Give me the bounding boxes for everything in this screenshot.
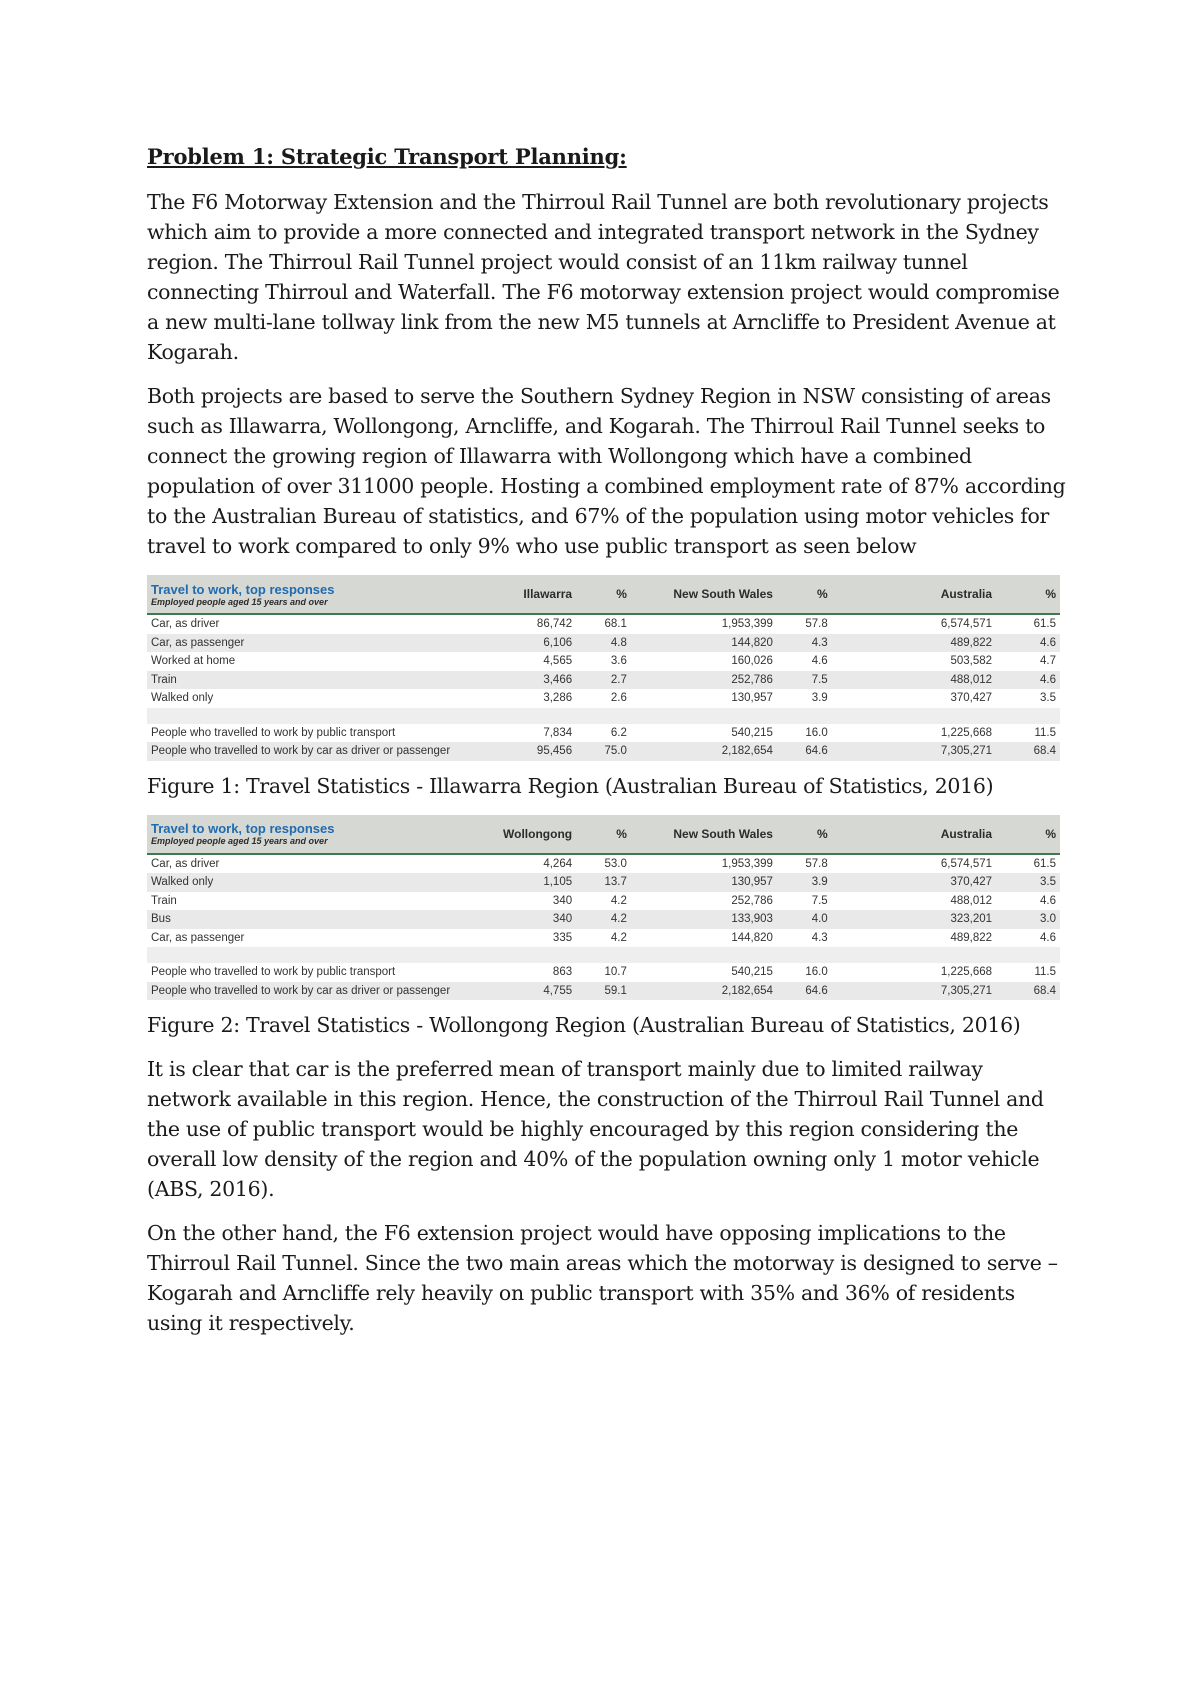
table-cell: 64.6: [777, 742, 832, 761]
table-cell: 4.3: [777, 634, 832, 653]
column-header: %: [616, 587, 627, 601]
table-cell: 370,427: [950, 692, 993, 705]
row-label: Walked only: [151, 692, 214, 705]
table-cell: 4,264: [543, 857, 573, 870]
column-header: %: [817, 826, 828, 841]
table-cell: 3.5: [1040, 692, 1056, 705]
row-label: Worked at home: [151, 655, 236, 668]
table-cell: 57.8: [805, 618, 828, 631]
column-header: %: [817, 587, 828, 601]
table-cell: 16.0: [805, 966, 828, 979]
table-cell: 59.1: [576, 982, 631, 1001]
table-header-row: [147, 575, 1060, 614]
page-title: Problem 1: Strategic Transport Planning:: [147, 144, 627, 169]
table-cell: 1,225,668: [940, 726, 993, 739]
table-cell: 144,820: [631, 634, 777, 653]
table-header-row: [147, 815, 1060, 854]
table-cell: 6.2: [610, 726, 627, 739]
intro-paragraph: The F6 Motorway Extension and the Thirroul Rail Tunnel are both revolutionary projects which aim to provide a more connected and integrated transport network in the Sydney region. The Thirroul Rail Tunnel project would consist of an 11km railway tunnel connecting Thirroul and Waterfall. The F6 motorway extension project would compromise a new multi-lane tollway link from the new M5 tunnels at Arncliffe to President Avenue at Kogarah.: [147, 190, 1060, 364]
table-cell: 3,286: [543, 692, 573, 705]
table-cell: 4.0: [777, 910, 832, 929]
table-cell: 540,215: [731, 966, 773, 979]
table-cell: 3.6: [610, 655, 627, 668]
table-cell: 4.8: [576, 634, 631, 653]
table-cell: 370,427: [832, 873, 996, 892]
region-paragraph: Both projects are based to serve the Southern Sydney Region in NSW consisting of areas such as Illawarra, Wollongong, Arncliffe, and Kogarah. The Thirroul Rail Tunnel seeks to connect the growing region of Illawarra with Wollongong which have a combined population of over 311000 people. Hosting a combined employment rate of 87% according to the Australian Bureau of statistics, and 67% of the population using motor vehicles for travel to work compared to only 9% who use public transport as seen below: [147, 384, 1066, 558]
figure-1-caption: Figure 1: Travel Statistics - Illawarra Region (Australian Bureau of Statistics, 2016): [147, 773, 994, 798]
column-header: %: [1045, 826, 1056, 841]
table-cell: 68.4: [996, 742, 1060, 761]
table-cell: 4.3: [811, 931, 828, 944]
table-row: [147, 910, 1060, 929]
table-summary-row: [147, 742, 1060, 761]
table-cell: 144,820: [731, 931, 773, 944]
table-row: [147, 614, 1060, 634]
column-header: %: [616, 826, 627, 841]
table-cell: 1,105: [494, 873, 576, 892]
table-cell: 160,026: [731, 655, 773, 668]
column-header: Australia: [940, 826, 993, 841]
table-cell: 75.0: [576, 742, 631, 761]
column-header: Illawarra: [523, 587, 573, 601]
table-summary-row: [147, 724, 1060, 743]
table-row: [147, 689, 1060, 708]
f6-implications-paragraph: On the other hand, the F6 extension project would have opposing implications to the Thirroul Rail Tunnel. Since the two main areas which the motorway is designed to serve – Kogarah and Arncliffe rely heavily on public transport with 35% and 36% of residents using it respectively.: [147, 1221, 1058, 1335]
table-cell: 3.0: [996, 910, 1060, 929]
table-cell: 4.2: [576, 910, 631, 929]
column-header: %: [1045, 587, 1056, 601]
table-cell: 489,822: [950, 931, 993, 944]
table-cell: 86,742: [536, 618, 573, 631]
table-cell: 2,182,654: [631, 982, 777, 1001]
table-cell: 61.5: [1033, 857, 1056, 870]
table-title: Travel to work, top responses: [151, 581, 335, 597]
row-label: Car, as passenger: [151, 931, 245, 944]
table-cell: 6,574,571: [940, 857, 993, 870]
table-cell: 4,755: [494, 982, 576, 1001]
row-label: People who travelled to work by car as driver or passenger: [147, 982, 494, 1001]
row-label: Train: [147, 671, 494, 690]
table-cell: 4.6: [1040, 894, 1056, 907]
table-cell: 4.2: [610, 931, 627, 944]
table-subtitle: Employed people aged 15 years and over: [151, 596, 328, 607]
figure-2-caption: Figure 2: Travel Statistics - Wollongong Region (Australian Bureau of Statistics, 2016): [147, 1013, 1021, 1037]
table-cell: 4.6: [811, 655, 828, 668]
row-label: Bus: [147, 910, 494, 929]
table-row: [147, 652, 1060, 671]
table-cell: 323,201: [832, 910, 996, 929]
table-title: Travel to work, top responses: [151, 821, 335, 836]
wollongong-table-figure: [147, 815, 1067, 1001]
table-cell: 7.5: [811, 894, 828, 907]
table-cell: 4,565: [543, 655, 573, 668]
table-cell: 503,582: [950, 655, 993, 668]
table-cell: 4.6: [1040, 931, 1056, 944]
table-cell: 3,466: [494, 671, 576, 690]
row-label: Walked only: [147, 873, 494, 892]
analysis-paragraph: It is clear that car is the preferred mean of transport mainly due to limited railway network available in this region. Hence, the construction of the Thirroul Rail Tunnel and the use of public transport would be highly encouraged by this region considering the overall low density of the region and 40% of the population owning only 1 motor vehicle (ABS, 2016).: [147, 1057, 1044, 1201]
column-header: Australia: [940, 587, 993, 601]
table-cell: 4.6: [996, 671, 1060, 690]
table-cell: 335: [552, 931, 573, 944]
row-label: Train: [151, 894, 177, 907]
table-cell: 2.6: [610, 692, 627, 705]
table-cell: 488,012: [950, 894, 993, 907]
table-cell: 64.6: [777, 982, 832, 1001]
table-cell: 3.9: [811, 692, 828, 705]
column-header: New South Wales: [673, 826, 773, 841]
table-title-cell: [147, 815, 494, 854]
table-cell: 2,182,654: [631, 742, 777, 761]
table-spacer-row: [147, 947, 1060, 963]
table-cell: 68.4: [996, 982, 1060, 1001]
table-cell: 16.0: [805, 726, 828, 739]
table-cell: 863: [552, 966, 573, 979]
table-cell: 68.1: [604, 618, 627, 631]
illawarra-table-figure: [147, 575, 1067, 761]
table-cell: 1,225,668: [940, 966, 993, 979]
table-cell: 7,834: [543, 726, 573, 739]
table-cell: 4.6: [996, 634, 1060, 653]
table-cell: 3.9: [777, 873, 832, 892]
row-label: Car, as driver: [151, 618, 220, 631]
table-cell: 252,786: [631, 671, 777, 690]
table-cell: 61.5: [1033, 618, 1056, 631]
table-cell: 6,574,571: [940, 618, 993, 631]
table-row: [147, 634, 1060, 653]
table-cell: 130,957: [631, 873, 777, 892]
table-cell: 252,786: [731, 894, 773, 907]
table-cell: 11.5: [1034, 966, 1056, 979]
row-label: People who travelled to work by public transport: [151, 966, 396, 979]
table-cell: 10.7: [604, 966, 627, 979]
document-page: [147, 144, 1067, 1352]
table-cell: 7.5: [777, 671, 832, 690]
table-cell: 133,903: [631, 910, 777, 929]
table-cell: 340: [494, 910, 576, 929]
table-summary-row: [147, 982, 1060, 1001]
row-label: Car, as passenger: [147, 634, 494, 653]
table-cell: 7,305,271: [832, 982, 996, 1001]
table-cell: 13.7: [576, 873, 631, 892]
table-spacer-row: [147, 708, 1060, 724]
table-cell: 1,953,399: [721, 618, 773, 631]
table-cell: 57.8: [805, 857, 828, 870]
table-cell: 4.2: [610, 894, 627, 907]
table-cell: 540,215: [731, 726, 773, 739]
table-summary-row: [147, 963, 1060, 982]
table-row: [147, 873, 1060, 892]
row-label: People who travelled to work by car as driver or passenger: [147, 742, 494, 761]
table-cell: 11.5: [1034, 726, 1056, 739]
wollongong-travel-table: [147, 815, 1060, 1001]
table-cell: 1,953,399: [721, 857, 773, 870]
table-cell: 4.7: [1040, 655, 1056, 668]
table-row: [147, 929, 1060, 948]
table-row: [147, 892, 1060, 911]
table-cell: 488,012: [832, 671, 996, 690]
table-cell: 130,957: [731, 692, 773, 705]
row-label: People who travelled to work by public transport: [151, 726, 396, 739]
table-cell: 2.7: [576, 671, 631, 690]
table-cell: 6,106: [494, 634, 576, 653]
table-cell: 95,456: [494, 742, 576, 761]
table-subtitle: Employed people aged 15 years and over: [151, 836, 328, 846]
table-cell: 53.0: [604, 857, 627, 870]
table-title-cell: [147, 575, 494, 614]
table-row: [147, 854, 1060, 874]
table-cell: 3.5: [996, 873, 1060, 892]
table-row: [147, 671, 1060, 690]
table-cell: 7,305,271: [832, 742, 996, 761]
row-label: Car, as driver: [151, 857, 220, 870]
illawarra-travel-table: [147, 575, 1060, 761]
table-cell: 340: [552, 894, 573, 907]
column-header: Wollongong: [503, 826, 573, 841]
table-cell: 489,822: [832, 634, 996, 653]
column-header: New South Wales: [673, 587, 773, 601]
